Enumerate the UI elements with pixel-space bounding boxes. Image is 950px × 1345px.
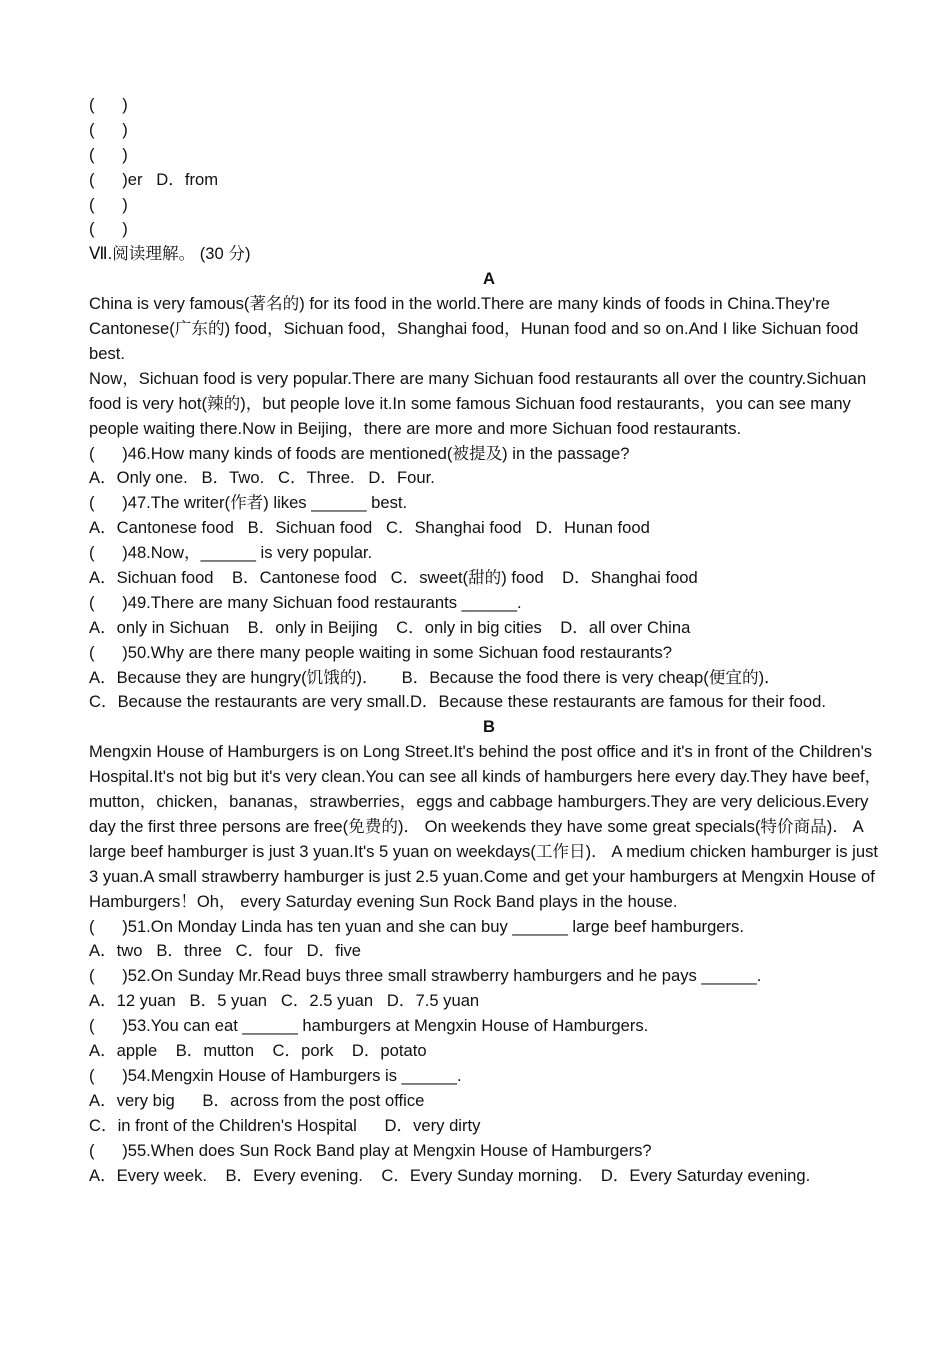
answer-blank: ( ) xyxy=(89,119,128,139)
question-51: ( )51.On Monday Linda has ten yuan and she can buy ______ large beef hamburgers. xyxy=(89,916,744,936)
question-54-options: C．in front of the Children's Hospital D．very dirty xyxy=(89,1115,481,1135)
question-55-options: A．Every week. B．Every evening. C．Every Sunday morning. D．Every Saturday evening. xyxy=(89,1165,811,1185)
passage-b-paragraph: Mengxin House of Hamburgers is on Long Street.It's behind the post office and it's in front of the Children's Hospital.It's not big but it's very clean.You can see all kinds of hamburgers here every day.They have beef，mutton，chicken，bananas，strawberries，eggs and cabbage hamburgers.They are very delicious.Every day the first three persons are free(免费的)． On weekends they have some great specials(特价商品)． A large beef hamburger is just 3 yuan.It's 5 yuan on weekdays(工作日)． A medium chicken hamburger is just 3 yuan.A small strawberry hamburger is just 2.5 yuan.Come and get your hamburgers at Mengxin House of Hamburgers！Oh， every Saturday evening Sun Rock Band plays in the house. xyxy=(89,742,882,911)
answer-blank: ( ) xyxy=(89,194,128,214)
question-47: ( )47.The writer(作者) likes ______ best. xyxy=(89,493,408,513)
question-52: ( )52.On Sunday Mr.Read buys three small strawberry hamburgers and he pays ______. xyxy=(89,966,762,986)
question-48: ( )48.Now，______ is very popular. xyxy=(89,543,373,563)
passage-a-heading: A xyxy=(483,269,495,289)
answer-blanks xyxy=(89,93,889,242)
answer-blank: ( ) xyxy=(89,219,128,239)
answer-blank: ( ) xyxy=(89,95,128,114)
question-47-options: A．Cantonese food B．Sichuan food C．Shanghai food D．Hunan food xyxy=(89,518,650,538)
question-49: ( )49.There are many Sichuan food restaurants ______. xyxy=(89,592,522,612)
question-53-options: A．apple B．mutton C．pork D．potato xyxy=(89,1041,427,1061)
passage-a-paragraph: Now，Sichuan food is very popular.There are many Sichuan food restaurants all over the country.Sichuan food is very hot(辣的)，but people love it.In some famous Sichuan food restaurants，you can see many people waiting there.Now in Beijing，there are more and more Sichuan food restaurants. xyxy=(89,368,867,438)
question-49-options: A．only in Sichuan B．only in Beijing C．only in big cities D．all over China xyxy=(89,617,691,637)
passage-a-paragraph: China is very famous(著名的) for its food in the world.There are many kinds of foods in China.They're Cantonese(广东的) food，Sichuan food，Shanghai food，Hunan food and so on.And I like Sichuan food best. xyxy=(89,294,859,363)
answer-blank: ( ) xyxy=(89,144,128,164)
question-54: ( )54.Mengxin House of Hamburgers is ______. xyxy=(89,1065,462,1085)
question-50: ( )50.Why are there many people waiting in some Sichuan food restaurants? xyxy=(89,642,672,662)
section-title: Ⅶ.阅读理解。 (30 分) xyxy=(89,244,251,264)
question-46: ( )46.How many kinds of foods are mentioned(被提及) in the passage? xyxy=(89,443,630,463)
question-55: ( )55.When does Sun Rock Band play at Mengxin House of Hamburgers? xyxy=(89,1140,652,1160)
question-50-options: C．Because the restaurants are very small.D．Because these restaurants are famous for their food. xyxy=(89,692,826,712)
question-50-options: A．Because they are hungry(饥饿的)． B．Because the food there is very cheap(便宜的)． xyxy=(89,667,781,687)
passage-b-heading: B xyxy=(483,717,495,737)
question-53: ( )53.You can eat ______ hamburgers at Mengxin House of Hamburgers. xyxy=(89,1016,649,1036)
question-52-options: A．12 yuan B．5 yuan C．2.5 yuan D．7.5 yuan xyxy=(89,991,480,1011)
question-46-options: A．Only one. B．Two. C．Three. D．Four. xyxy=(89,468,435,488)
question-54-options: A．very big B．across from the post office xyxy=(89,1090,425,1110)
question-48-options: A．Sichuan food B．Cantonese food C．sweet(甜的) food D．Shanghai food xyxy=(89,568,698,588)
question-51-options: A．two B．three C．four D．five xyxy=(89,941,362,961)
answer-blank: ( )er D．from xyxy=(89,169,219,189)
exam-page xyxy=(89,93,889,1188)
